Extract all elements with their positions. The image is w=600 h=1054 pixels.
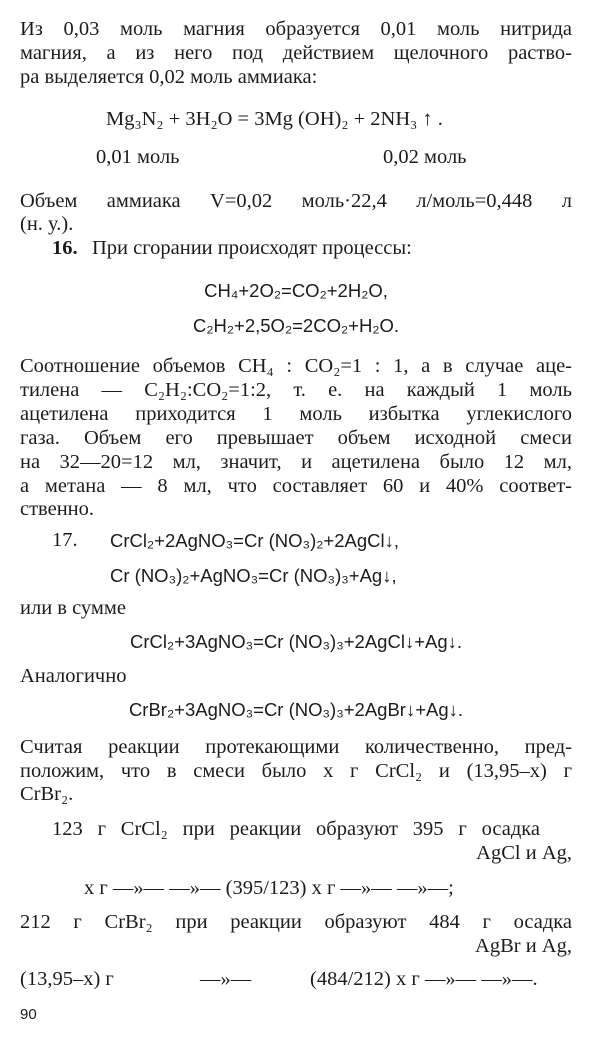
- equation-crcl2-step1: CrCl₂+2AgNO₃=Cr (NO₃)₂+2AgCl↓,: [110, 530, 400, 551]
- equation-crcl2-total: CrCl₂+3AgNO₃=Cr (NO₃)₃+2AgCl↓+Ag↓.: [129, 631, 463, 652]
- problem-16-text: При сгорании происходят процессы:: [92, 237, 412, 259]
- text-line-17: CrBr₂.: [20, 783, 74, 805]
- text-line-9: газа. Объем его превышает объем исходной смеси: [20, 427, 572, 449]
- equation-label-left: 0,01 моль: [96, 146, 180, 168]
- problem-17-number: 17.: [52, 529, 78, 551]
- text-line-13: или в сумме: [20, 597, 126, 619]
- text-line-8: ацетилена приходится 1 моль избытка углекислого: [20, 403, 572, 425]
- problem-16-number: 16.: [52, 237, 78, 259]
- text-line-4: Объем аммиака V=0,02 моль·22,4 л/моль=0,448 л: [20, 190, 572, 212]
- text-line-14: Аналогично: [20, 665, 127, 687]
- text-line-23-left: (13,95–x) г: [20, 968, 114, 990]
- text-line-12: ственно.: [20, 498, 95, 520]
- equation-methane-combustion: CH₄+2O₂=CO₂+2H₂O,: [204, 280, 388, 301]
- equation-crbr2-total: CrBr₂+3AgNO₃=Cr (NO₃)₃+2AgBr↓+Ag↓.: [128, 699, 464, 720]
- text-line-10: на 32—20=12 мл, значит, и ацетилена было 12 мл,: [20, 451, 572, 473]
- equation-acetylene-combustion: C₂H₂+2,5O₂=2CO₂+H₂O.: [192, 315, 400, 336]
- text-line-20: x г —»— —»— (395/123) x г —»— —»—;: [84, 877, 454, 899]
- text-line-11: а метана — 8 мл, что составляет 60 и 40% соответ-: [20, 475, 572, 497]
- text-line-3: ра выделяется 0,02 моль аммиака:: [20, 66, 318, 88]
- text-line-19: AgCl и Ag,: [476, 842, 572, 864]
- text-line-22: AgBr и Ag,: [475, 935, 572, 957]
- text-line-7: тилена — C₂H₂:CO₂=1:2, т. е. на каждый 1 моль: [20, 379, 572, 401]
- text-line-16: положим, что в смеси было x г CrCl₂ и (13,95–x) г: [20, 760, 572, 782]
- equation-label-right: 0,02 моль: [383, 146, 467, 168]
- text-line-18: 123 г CrCl₂ при реакции образуют 395 г осадка: [52, 818, 540, 840]
- equation-crcl2-step2: Cr (NO₃)₂+AgNO₃=Cr (NO₃)₃+Ag↓,: [110, 565, 397, 586]
- text-line-1: Из 0,03 моль магния образуется 0,01 моль нитрида: [20, 18, 572, 40]
- text-line-23-ditto: —»—: [200, 968, 252, 990]
- text-line-6: Соотношение объемов CH₄ : CO₂=1 : 1, а в случае аце-: [20, 355, 572, 377]
- text-line-2: магния, а из него под действием щелочного раство-: [20, 42, 572, 64]
- text-line-23-right: (484/212) x г —»— —»—.: [310, 968, 538, 990]
- page-number: 90: [20, 1006, 37, 1023]
- text-line-15: Считая реакции протекающими количественно, пред-: [20, 736, 572, 758]
- text-line-21: 212 г CrBr₂ при реакции образуют 484 г осадка: [20, 911, 572, 933]
- text-line-5: (н. у.).: [20, 213, 74, 235]
- equation-mg3n2-hydrolysis: Mg₃N₂ + 3H₂O = 3Mg (OH)₂ + 2NH₃ ↑ .: [106, 108, 443, 130]
